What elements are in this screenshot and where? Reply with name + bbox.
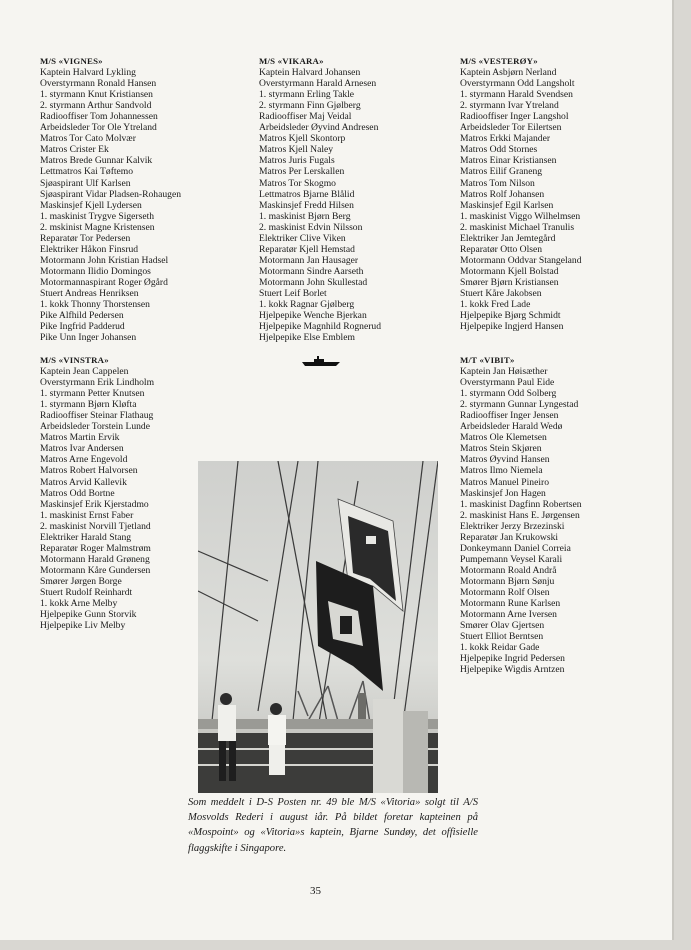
crew-member-line: Arbeidsleder Torstein Lunde bbox=[40, 421, 150, 433]
crew-member-line: 1. styrmann Erling Takle bbox=[259, 89, 355, 101]
crew-member-line: Motormann Harald Grøneng bbox=[40, 553, 150, 565]
crew-member-line: Reparatør Kjell Hemstad bbox=[259, 243, 355, 255]
crew-member-line: Matros Øyvind Hansen bbox=[460, 454, 550, 466]
crew-member-line: Stuert Rudolf Reinhardt bbox=[40, 586, 133, 598]
crew-lines bbox=[460, 67, 582, 332]
crew-member-line: Lettmatros Kai Tøftemo bbox=[40, 166, 134, 178]
crew-member-line: Radiooffiser Inger Jensen bbox=[460, 410, 559, 422]
crew-member-line: Sjøaspirant Vidar Pladsen-Rohaugen bbox=[40, 188, 181, 200]
crew-member-line: Reparatør Jan Krukowski bbox=[460, 531, 559, 543]
crew-member-line: Reparatør Otto Olsen bbox=[460, 243, 543, 255]
crew-list-vinstra bbox=[40, 355, 154, 631]
ship-heading: M/S «VESTERØY» bbox=[460, 56, 538, 66]
crew-member-line: Arbeidsleder Øyvind Andresen bbox=[259, 122, 379, 134]
crew-member-line: Matros Odd Bortne bbox=[40, 487, 115, 499]
crew-member-line: Matros Brede Gunnar Kalvik bbox=[40, 155, 153, 167]
crew-member-line: Arbeidsleder Tor Eilertsen bbox=[460, 122, 562, 134]
crew-lines bbox=[259, 67, 381, 343]
crew-member-line: 1. kokk Thonny Thorstensen bbox=[40, 299, 150, 311]
crew-member-line: Pumpemann Veysel Karali bbox=[460, 553, 563, 565]
crew-member-line: Stuert Kåre Jakobsen bbox=[460, 287, 542, 299]
crew-member-line: Smører Jørgen Borge bbox=[40, 575, 122, 587]
crew-member-line: Kaptein Asbjørn Nerland bbox=[460, 67, 557, 79]
crew-member-line: Matros Kjell Skontorp bbox=[259, 133, 346, 145]
crew-member-line: Radiooffiser Maj Veidal bbox=[259, 111, 352, 123]
crew-member-line: Matros Ole Klemetsen bbox=[460, 432, 547, 444]
crew-member-line: 1. styrmann Harald Svendsen bbox=[460, 89, 573, 101]
page-number: 35 bbox=[310, 885, 321, 897]
crew-member-line: Overstyrmann Ronald Hansen bbox=[40, 78, 157, 90]
crew-member-line: 1. kokk Reidar Gade bbox=[460, 642, 540, 654]
crew-member-line: Matros Einar Kristiansen bbox=[460, 155, 557, 167]
ship-heading: M/S «VIKARA» bbox=[259, 56, 324, 66]
crew-member-line: Matros Martin Ervik bbox=[40, 432, 120, 444]
crew-member-line: Kaptein Halvard Lykling bbox=[40, 67, 136, 79]
crew-member-line: 2. styrmann Arthur Sandvold bbox=[40, 100, 152, 112]
crew-member-line: 1. maskinist Dagfinn Robertsen bbox=[460, 498, 582, 510]
crew-member-line: Hjelpepike Liv Melby bbox=[40, 620, 126, 632]
crew-member-line: Motormann Kjell Bolstad bbox=[460, 265, 559, 277]
crew-member-line: 1. kokk Ragnar Gjølberg bbox=[259, 299, 355, 311]
crew-member-line: Overstyrmann Harald Arnesen bbox=[259, 78, 377, 90]
crew-member-line: 2. maskinist Edvin Nilsson bbox=[259, 221, 363, 233]
crew-list-vibit bbox=[460, 355, 582, 675]
crew-member-line: 1. styrmann Bjørn Kløfta bbox=[40, 399, 137, 411]
crew-member-line: Matros Per Lerskallen bbox=[259, 166, 345, 178]
crew-member-line: 2. styrmann Ivar Ytreland bbox=[460, 100, 559, 112]
crew-member-line: Smører Bjørn Kristiansen bbox=[460, 276, 559, 288]
crew-lines bbox=[40, 67, 181, 343]
crew-member-line: Maskinsjef Kjell Lydersen bbox=[40, 199, 142, 211]
ship-heading: M/T «VIBIT» bbox=[460, 355, 515, 365]
crew-member-line: Kaptein Jan Høisæther bbox=[460, 366, 548, 378]
crew-member-line: Matros Tom Nilson bbox=[460, 177, 535, 189]
ship-icon bbox=[300, 354, 342, 368]
crew-member-line: Motormann Roald Andrå bbox=[460, 564, 557, 576]
crew-member-line: Hjelpepike Magnhild Rognerud bbox=[259, 321, 382, 333]
crew-member-line: Matros Robert Halvorsen bbox=[40, 465, 138, 477]
crew-member-line: Elektriker Jan Jemtegård bbox=[460, 232, 556, 244]
crew-member-line: Overstyrmann Erik Lindholm bbox=[40, 377, 155, 389]
crew-member-line: Lettmatros Bjarne Blålid bbox=[259, 188, 355, 200]
crew-lines bbox=[40, 366, 154, 631]
crew-member-line: Matros Eilif Graneng bbox=[460, 166, 543, 178]
photo-caption: Som meddelt i D-S Posten nr. 49 ble M/S «Vitoria» solgt til A/S Mosvolds Rederi i august iår. På bildet foretar kapteinen på «Mospoint» og «Vitoria»s kaptein, Bjarne Sundøy, det offisielle flaggskifte i Singapore. bbox=[188, 797, 478, 854]
crew-member-line: Motormann Bjørn Sønju bbox=[460, 575, 555, 587]
crew-member-line: 2. maskinist Norvill Tjetland bbox=[40, 520, 151, 532]
crew-list-vignes bbox=[40, 56, 181, 343]
crew-member-line: Stuert Andreas Henriksen bbox=[40, 287, 139, 299]
crew-member-line: 1. styrmann Petter Knutsen bbox=[40, 388, 145, 400]
crew-member-line: Donkeymann Daniel Correia bbox=[460, 542, 571, 554]
crew-member-line: Stuert Leif Borlet bbox=[259, 287, 327, 299]
crew-member-line: Stuert Elliot Berntsen bbox=[460, 631, 544, 643]
crew-member-line: 1. maskinist Trygve Sigerseth bbox=[40, 210, 155, 222]
crew-member-line: Motormann Rune Karlsen bbox=[460, 598, 561, 610]
crew-member-line: Hjelpepike Bjørg Schmidt bbox=[460, 310, 561, 322]
crew-member-line: Matros Arne Engevold bbox=[40, 454, 128, 466]
crew-member-line: Elektriker Jerzy Brzezinski bbox=[460, 520, 565, 532]
ship-heading: M/S «VINSTRA» bbox=[40, 355, 109, 365]
crew-member-line: 1. styrmann Knut Kristiansen bbox=[40, 89, 153, 101]
crew-member-line: Pike Unn Inger Johansen bbox=[40, 332, 137, 344]
crew-member-line: Hjelpepike Ingrid Pedersen bbox=[460, 653, 565, 665]
crew-lines bbox=[460, 366, 582, 675]
crew-member-line: Motormann John Kristian Hadsel bbox=[40, 254, 169, 266]
crew-member-line: Matros Rolf Johansen bbox=[460, 188, 545, 200]
crew-member-line: Matros Ivar Andersen bbox=[40, 443, 124, 455]
crew-member-line: Reparatør Tor Pedersen bbox=[40, 232, 131, 244]
crew-member-line: Kaptein Halvard Johansen bbox=[259, 67, 361, 79]
crew-member-line: Maskinsjef Fredd Hilsen bbox=[259, 199, 354, 211]
crew-member-line: 2. maskinist Michael Tranulis bbox=[460, 221, 575, 233]
crew-member-line: 1. maskinist Ernst Faber bbox=[40, 509, 134, 521]
crew-member-line: Pike Alfhild Pedersen bbox=[40, 310, 124, 322]
crew-member-line: Arbeidsleder Tor Ole Ytreland bbox=[40, 122, 157, 134]
crew-member-line: Matros Tor Cato Molvær bbox=[40, 133, 136, 145]
crew-member-line: 1. kokk Arne Melby bbox=[40, 598, 118, 610]
crew-member-line: Motormann Arne Iversen bbox=[460, 609, 557, 621]
crew-member-line: Radiooffiser Tom Johannessen bbox=[40, 111, 158, 123]
crew-member-line: Smører Olav Gjertsen bbox=[460, 620, 545, 632]
crew-member-line: Elektriker Håkon Finsrud bbox=[40, 243, 139, 255]
crew-member-line: 1. styrmann Odd Solberg bbox=[460, 388, 557, 400]
crew-member-line: Hjelpepike Ingjerd Hansen bbox=[460, 321, 564, 333]
crew-member-line: Overstyrmann Paul Eide bbox=[460, 377, 555, 389]
crew-member-line: Matros Odd Stornes bbox=[460, 144, 538, 156]
crew-member-line: Matros Stein Skjøren bbox=[460, 443, 542, 455]
crew-member-line: Kaptein Jean Cappelen bbox=[40, 366, 129, 378]
crew-member-line: Maskinsjef Erik Kjerstadmo bbox=[40, 498, 149, 510]
crew-list-vesteroy bbox=[460, 56, 582, 332]
crew-member-line: 1. maskinist Viggo Wilhelmsen bbox=[460, 210, 581, 222]
crew-member-line: 2. maskinist Hans E. Jørgensen bbox=[460, 509, 580, 521]
crew-member-line: Matros Crister Ek bbox=[40, 144, 109, 156]
crew-member-line: Arbeidsleder Harald Wedø bbox=[460, 421, 563, 433]
crew-member-line: Elektriker Harald Stang bbox=[40, 531, 132, 543]
crew-member-line: 1. maskinist Bjørn Berg bbox=[259, 210, 351, 222]
crew-member-line: Matros Juris Fugals bbox=[259, 155, 335, 167]
crew-member-line: Matros Kjell Naley bbox=[259, 144, 334, 156]
crew-member-line: 2. styrmann Finn Gjølberg bbox=[259, 100, 361, 112]
crew-member-line: Overstyrmann Odd Langsholt bbox=[460, 78, 575, 90]
crew-member-line: Motormann John Skullestad bbox=[259, 276, 368, 288]
crew-member-line: Matros Ilmo Niemela bbox=[460, 465, 543, 477]
crew-member-line: Matros Manuel Pineiro bbox=[460, 476, 549, 488]
crew-member-line: Motormann Sindre Aarseth bbox=[259, 265, 364, 277]
crew-member-line: Pike Ingfrid Padderud bbox=[40, 321, 125, 333]
crew-member-line: Motormann Oddvar Stangeland bbox=[460, 254, 582, 266]
crew-member-line: Maskinsjef Egil Karlsen bbox=[460, 199, 554, 211]
crew-member-line: Sjøaspirant Ulf Karlsen bbox=[40, 177, 131, 189]
crew-member-line: Reparatør Roger Malmstrøm bbox=[40, 542, 151, 554]
crew-member-line: Hjelpepike Wigdis Arntzen bbox=[460, 664, 565, 676]
crew-member-line: Elektriker Clive Viken bbox=[259, 232, 346, 244]
crew-member-line: 2. styrmann Gunnar Lyngestad bbox=[460, 399, 579, 411]
crew-member-line: Matros Arvid Kallevik bbox=[40, 476, 127, 488]
crew-member-line: Maskinsjef Jon Hagen bbox=[460, 487, 546, 499]
crew-member-line: 1. kokk Fred Lade bbox=[460, 299, 531, 311]
flag-change-photo bbox=[198, 461, 438, 793]
crew-member-line: Hjelpepike Else Emblem bbox=[259, 332, 355, 344]
crew-member-line: Motormannaspirant Roger Øgård bbox=[40, 276, 168, 288]
crew-list-vikara bbox=[259, 56, 381, 343]
crew-member-line: 2. mskinist Magne Kristensen bbox=[40, 221, 155, 233]
crew-member-line: Motormann Kåre Gundersen bbox=[40, 564, 151, 576]
crew-member-line: Matros Tor Skogmo bbox=[259, 177, 336, 189]
crew-member-line: Motormann Jan Hausager bbox=[259, 254, 359, 266]
crew-member-line: Radiooffiser Inger Langshol bbox=[460, 111, 569, 123]
crew-member-line: Motormann Ilidio Domingos bbox=[40, 265, 151, 277]
crew-member-line: Hjelpepike Gunn Storvik bbox=[40, 609, 137, 621]
crew-member-line: Hjelpepike Wenche Bjerkan bbox=[259, 310, 367, 322]
crew-member-line: Matros Erkki Majander bbox=[460, 133, 551, 145]
ship-heading: M/S «VIGNES» bbox=[40, 56, 103, 66]
crew-member-line: Radiooffiser Steinar Flathaug bbox=[40, 410, 154, 422]
crew-member-line: Motormann Rolf Olsen bbox=[460, 586, 550, 598]
